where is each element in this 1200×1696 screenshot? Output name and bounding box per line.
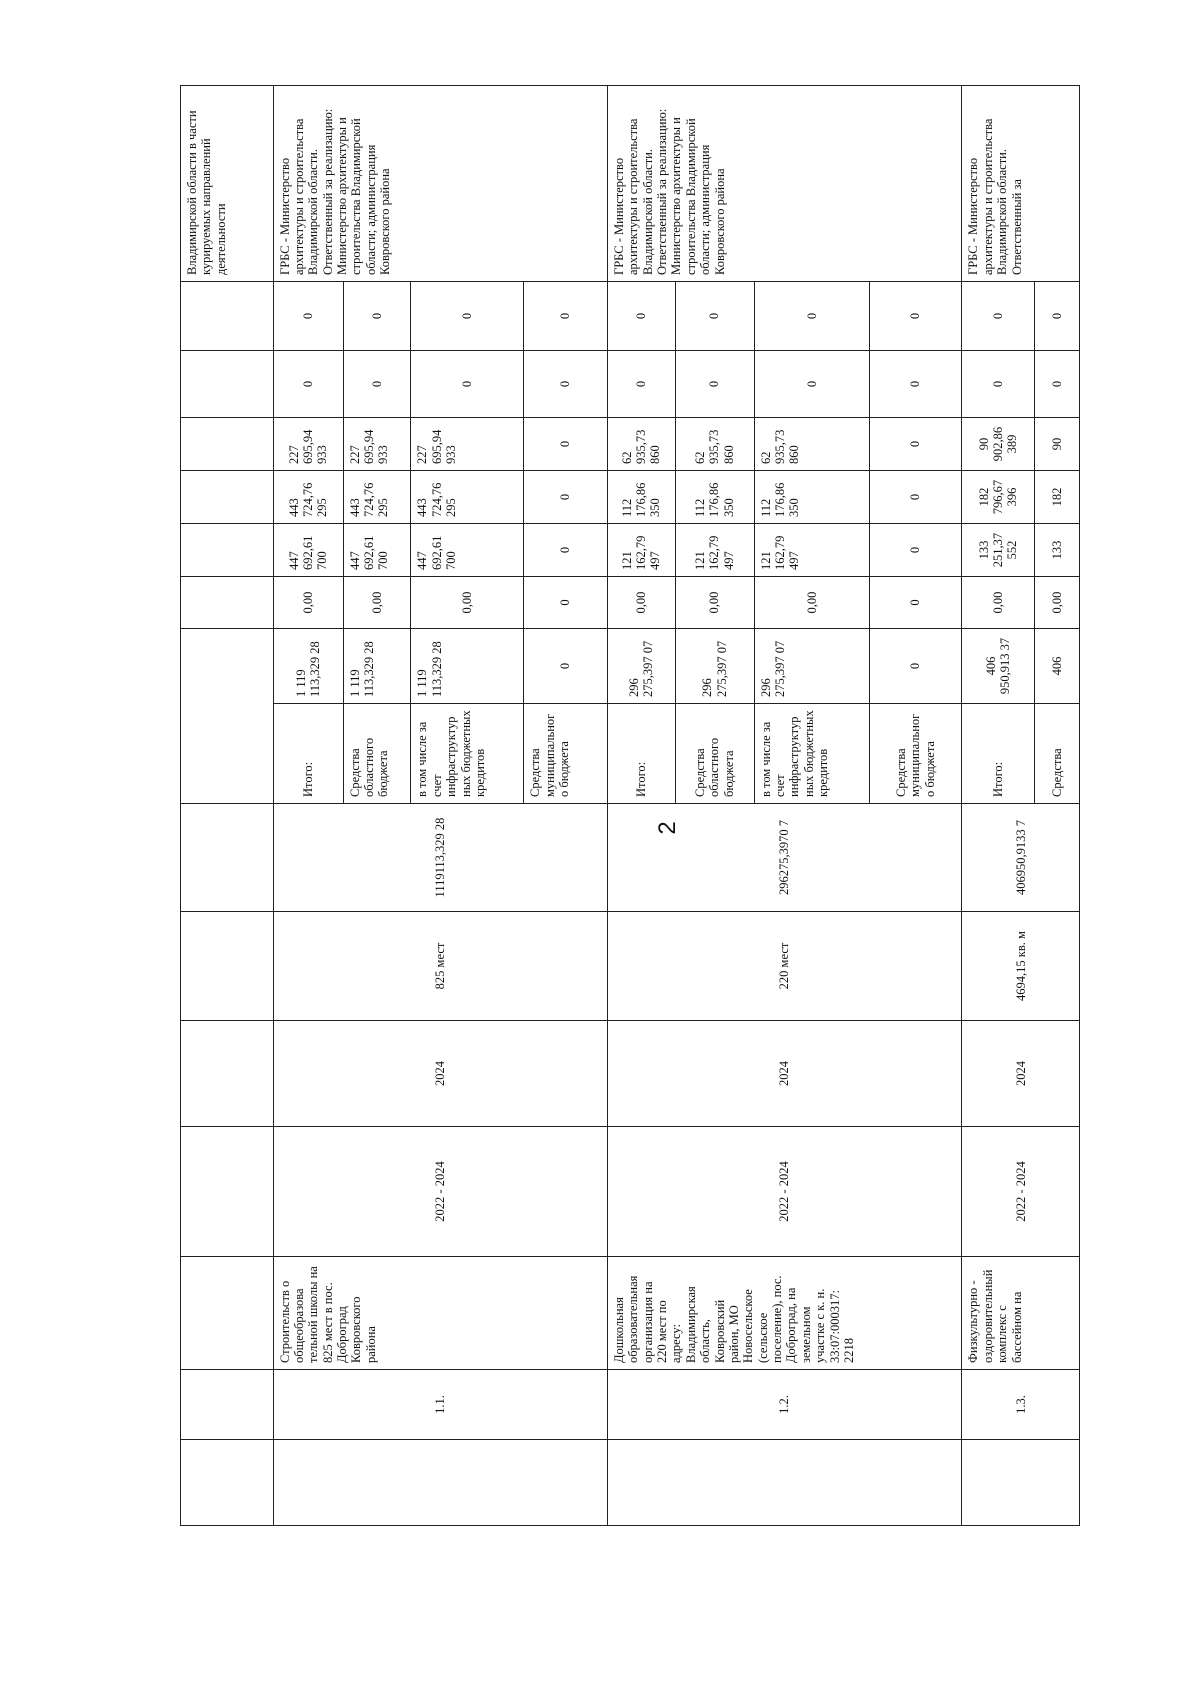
table-cell: [181, 912, 274, 1021]
value-2026: 0: [411, 351, 524, 418]
source-label: Средства: [1034, 704, 1079, 804]
source-label: в том числе за счет инфраструктурных бюджетных кредитов: [411, 704, 524, 804]
row-number: [962, 1440, 1080, 1526]
value-2022: 0,00: [411, 577, 524, 629]
value-2022: 0: [524, 577, 608, 629]
value-total: 406 950,913 37: [962, 629, 1034, 704]
value-2026: 0: [675, 351, 754, 418]
value-2023: 447 692,61 700: [411, 524, 524, 577]
value-2025: 90: [1034, 418, 1079, 471]
period: 2022 - 2024: [607, 1127, 962, 1257]
table-cell: [181, 471, 274, 524]
period: 2022 - 2024: [273, 1127, 607, 1257]
table-cell: [181, 577, 274, 629]
value-2022: 0,00: [962, 577, 1034, 629]
period: 2022 - 2024: [962, 1127, 1080, 1257]
table-cell: [181, 1257, 274, 1370]
value-2026: 0: [273, 351, 343, 418]
source-label: Итого:: [607, 704, 675, 804]
table-cell: [181, 351, 274, 418]
objects-table: [180, 85, 1080, 1526]
capacity: 4694,15 кв. м: [962, 912, 1080, 1021]
value-2027: 0: [343, 282, 411, 351]
value-2022: 0,00: [273, 577, 343, 629]
value-2026: 0: [343, 351, 411, 418]
value-2027: 0: [411, 282, 524, 351]
value-2024: 112 176,86 350: [675, 471, 754, 524]
value-2023: 133 251,37 552: [962, 524, 1034, 577]
value-2023: 133: [1034, 524, 1079, 577]
value-total: 1 119 113,329 28: [411, 629, 524, 704]
value-total: 296 275,397 07: [607, 629, 675, 704]
table-row: [962, 86, 1034, 1526]
value-total: 0: [524, 629, 608, 704]
value-2023: 0: [524, 524, 608, 577]
value-2024: 112 176,86 350: [607, 471, 675, 524]
value-2026: 0: [962, 351, 1034, 418]
value-2027: 0: [607, 282, 675, 351]
responsible-continuation: Владимирской области в части курируемых направлений деятельности: [181, 86, 274, 282]
table-row: [181, 86, 274, 1526]
estimated-cost: 1119113,329 28: [273, 804, 607, 912]
table-row: [607, 86, 675, 1526]
source-label: Средства областного бюджета: [343, 704, 411, 804]
table-row: [273, 86, 343, 1526]
object-name: Дошкольная образовательная организация на 220 мест по адресу: Владимирская область, Ковровский район, МО Новосельское (сельское поселение), пос. Доброград, на земельном участке с к. н. 33:07:000317: 2218: [607, 1257, 962, 1370]
value-total: 406: [1034, 629, 1079, 704]
value-2023: 121 162,79 497: [675, 524, 754, 577]
value-total: 0: [869, 629, 962, 704]
value-2023: 0: [869, 524, 962, 577]
value-2027: 0: [869, 282, 962, 351]
value-2023: 447 692,61 700: [273, 524, 343, 577]
value-2024: 0: [524, 471, 608, 524]
value-2025: 0: [524, 418, 608, 471]
row-number: 1.1.: [273, 1370, 607, 1440]
value-2026: 0: [1034, 351, 1079, 418]
value-2026: 0: [869, 351, 962, 418]
table-cell: [181, 1127, 274, 1257]
value-total: 296 275,397 07: [675, 629, 754, 704]
rotated-table-sheet: [180, 86, 1080, 1526]
value-2027: 0: [675, 282, 754, 351]
value-2025: 227 695,94 933: [411, 418, 524, 471]
value-total: 1 119 113,329 28: [343, 629, 411, 704]
source-label: Средства областного бюджета: [675, 704, 754, 804]
source-label: Средства муниципального бюджета: [869, 704, 962, 804]
table-cell: [181, 629, 274, 804]
source-label: Итого:: [962, 704, 1034, 804]
value-2022: 0,00: [343, 577, 411, 629]
value-2027: 0: [754, 282, 869, 351]
responsible: ГРБС - Министерство архитектуры и строительства Владимирской области. Ответственный за: [962, 86, 1080, 282]
value-2024: 112 176,86 350: [754, 471, 869, 524]
value-2024: 443 724,76 295: [411, 471, 524, 524]
value-2023: 121 162,79 497: [754, 524, 869, 577]
responsible: ГРБС - Министерство архитектуры и строительства Владимирской области. Ответственный за реализацию: Министерство архитектуры и строительства Владимирской области; администрация Ковровского района: [273, 86, 607, 282]
value-2026: 0: [754, 351, 869, 418]
table-cell: [181, 804, 274, 912]
value-2024: 0: [869, 471, 962, 524]
value-2022: 0,00: [754, 577, 869, 629]
commissioning-year: 2024: [962, 1021, 1080, 1127]
value-2025: 62 935,73 860: [607, 418, 675, 471]
value-2023: 447 692,61 700: [343, 524, 411, 577]
object-name: Строительств о общеобразова тельной школы на 825 мест в пос. Доброград Ковровского района: [273, 1257, 607, 1370]
value-2022: 0,00: [1034, 577, 1079, 629]
value-2027: 0: [273, 282, 343, 351]
table-cell: [181, 1440, 274, 1526]
value-total: 1 119 113,329 28: [273, 629, 343, 704]
source-label: в том числе за счет инфраструктурных бюджетных кредитов: [754, 704, 869, 804]
value-2025: 90 902,86 389: [962, 418, 1034, 471]
responsible: ГРБС - Министерство архитектуры и строительства Владимирской области. Ответственный за реализацию: Министерство архитектуры и строительства Владимирской области; администрация Ковровского района: [607, 86, 962, 282]
row-number: [607, 1440, 962, 1526]
page-number: 2: [654, 821, 681, 835]
object-name: Физкультурно - оздоровительный комплекс с бассейном на: [962, 1257, 1080, 1370]
value-2025: 62 935,73 860: [675, 418, 754, 471]
table-cell: [181, 1021, 274, 1127]
value-2024: 182 796,67 396: [962, 471, 1034, 524]
row-number: 1.3.: [962, 1370, 1080, 1440]
source-label: Итого:: [273, 704, 343, 804]
commissioning-year: 2024: [607, 1021, 962, 1127]
row-number: 1.2.: [607, 1370, 962, 1440]
value-2022: 0,00: [607, 577, 675, 629]
value-2027: 0: [524, 282, 608, 351]
row-number: [273, 1440, 607, 1526]
value-2024: 443 724,76 295: [273, 471, 343, 524]
table-cell: [181, 282, 274, 351]
estimated-cost: 406950,9133 7: [962, 804, 1080, 912]
value-2025: 0: [869, 418, 962, 471]
value-2022: 0: [869, 577, 962, 629]
value-2023: 121 162,79 497: [607, 524, 675, 577]
estimated-cost: 296275,3970 7: [607, 804, 962, 912]
value-2022: 0,00: [675, 577, 754, 629]
value-total: 296 275,397 07: [754, 629, 869, 704]
capacity: 825 мест: [273, 912, 607, 1021]
table-cell: [181, 418, 274, 471]
value-2025: 227 695,94 933: [343, 418, 411, 471]
commissioning-year: 2024: [273, 1021, 607, 1127]
value-2024: 182: [1034, 471, 1079, 524]
value-2026: 0: [607, 351, 675, 418]
table-cell: [181, 524, 274, 577]
source-label: Средства муниципального бюджета: [524, 704, 608, 804]
value-2025: 227 695,94 933: [273, 418, 343, 471]
value-2024: 443 724,76 295: [343, 471, 411, 524]
table-cell: [181, 1370, 274, 1440]
value-2026: 0: [524, 351, 608, 418]
value-2025: 62 935,73 860: [754, 418, 869, 471]
value-2027: 0: [962, 282, 1034, 351]
capacity: 220 мест: [607, 912, 962, 1021]
value-2027: 0: [1034, 282, 1079, 351]
